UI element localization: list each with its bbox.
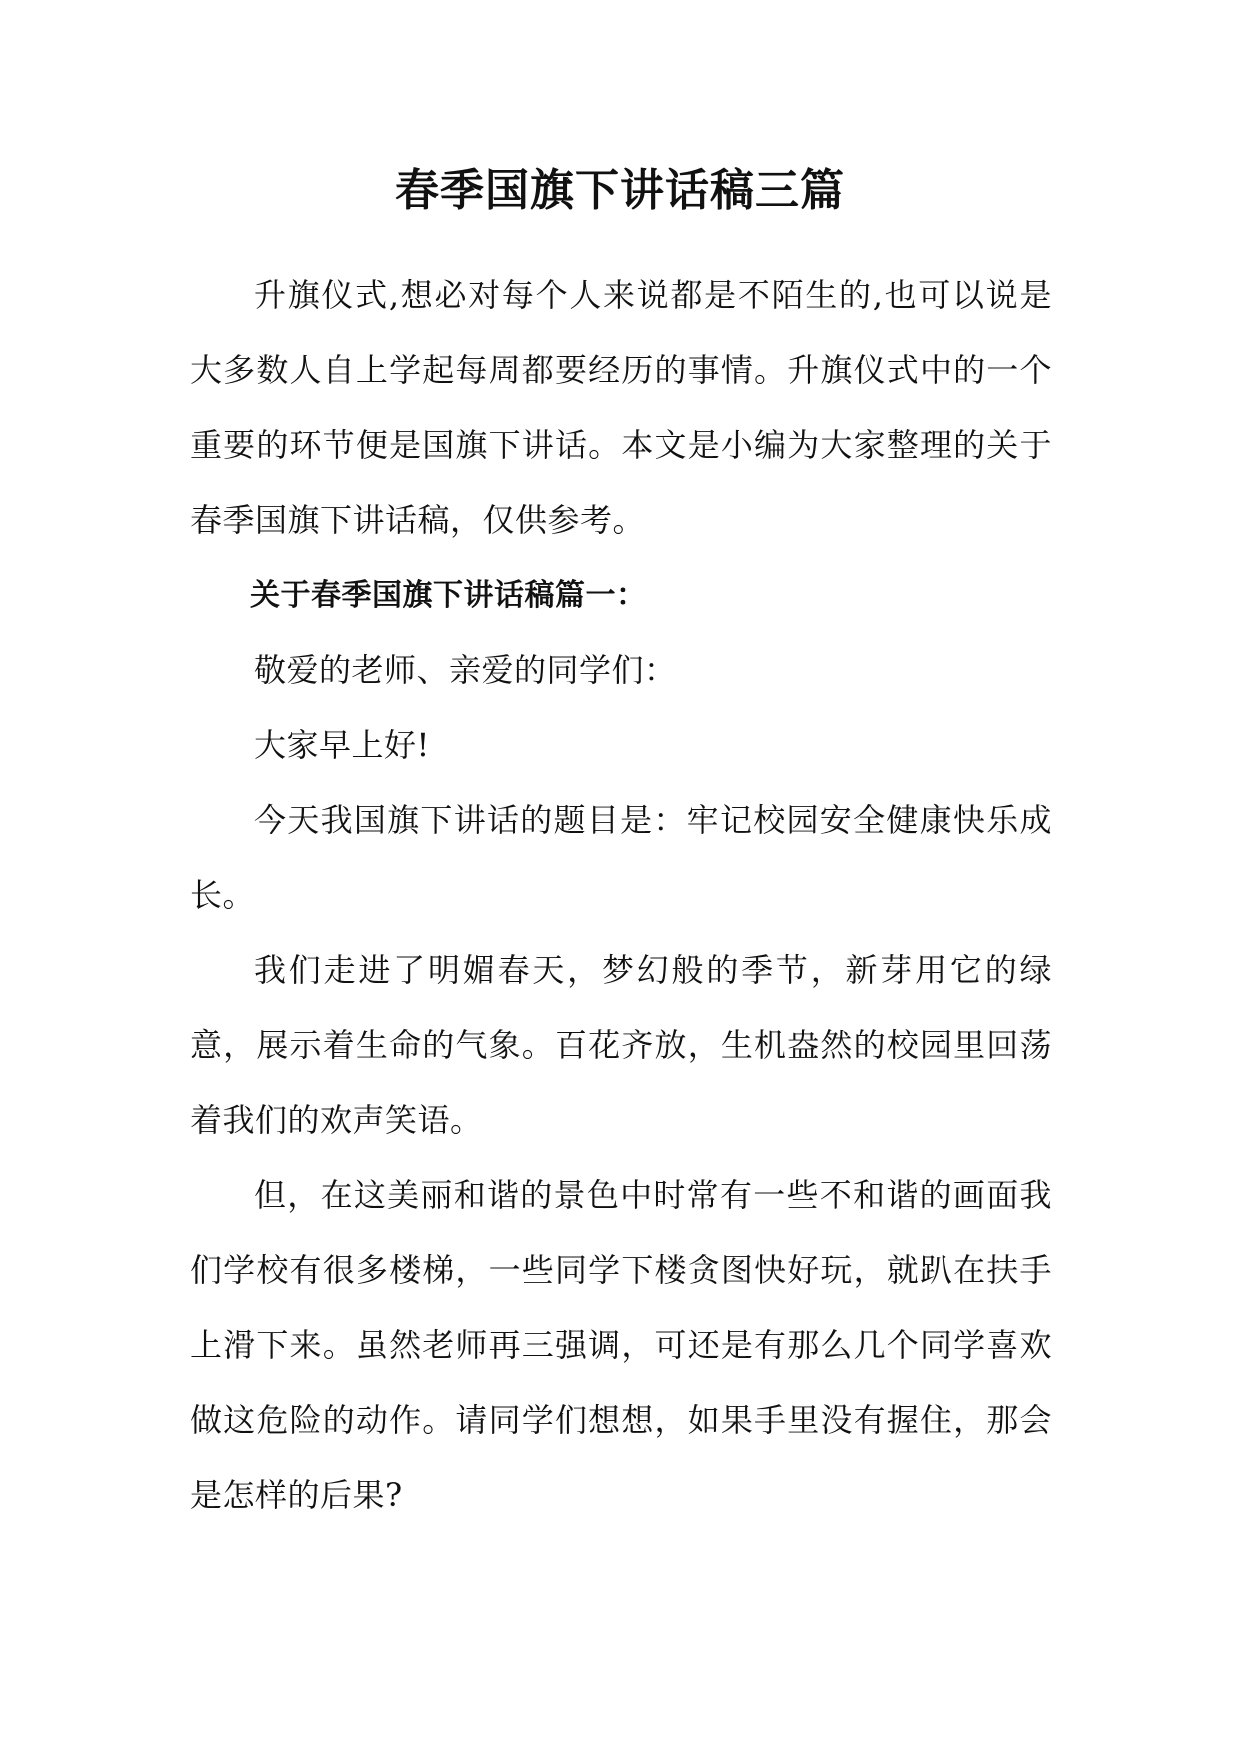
paragraph-intro: 升旗仪式,想必对每个人来说都是不陌生的,也可以说是大多数人自上学起每周都要经历的事情。升旗仪式中的一个重要的环节便是国旗下讲话。本文是小编为大家整理的关于春季国旗下讲话稿，仅供参考。 (190, 276, 1052, 539)
paragraph-stairs: 但，在这美丽和谐的景色中时常有一些不和谐的画面我们学校有很多楼梯，一些同学下楼贪图快好玩，就趴在扶手上滑下来。虽然老师再三强调，可还是有那么几个同学喜欢做这危险的动作。请同学们想想，如果手里没有握住，那会是怎样的后果? (190, 1176, 1052, 1514)
paragraph-spring: 我们走进了明媚春天，梦幻般的季节，新芽用它的绿意，展示着生命的气象。百花齐放，生机盎然的校园里回荡着我们的欢声笑语。 (190, 951, 1052, 1139)
paragraph-greeting: 大家早上好! (254, 726, 430, 764)
section-heading: 关于春季国旗下讲话稿篇一： (250, 578, 647, 613)
document-body (190, 258, 1052, 1533)
paragraph-topic: 今天我国旗下讲话的题目是：牢记校园安全健康快乐成长。 (190, 801, 1052, 914)
document-title: 春季国旗下讲话稿三篇 (395, 165, 845, 216)
paragraph-salutation: 敬爱的老师、亲爱的同学们： (254, 651, 677, 689)
